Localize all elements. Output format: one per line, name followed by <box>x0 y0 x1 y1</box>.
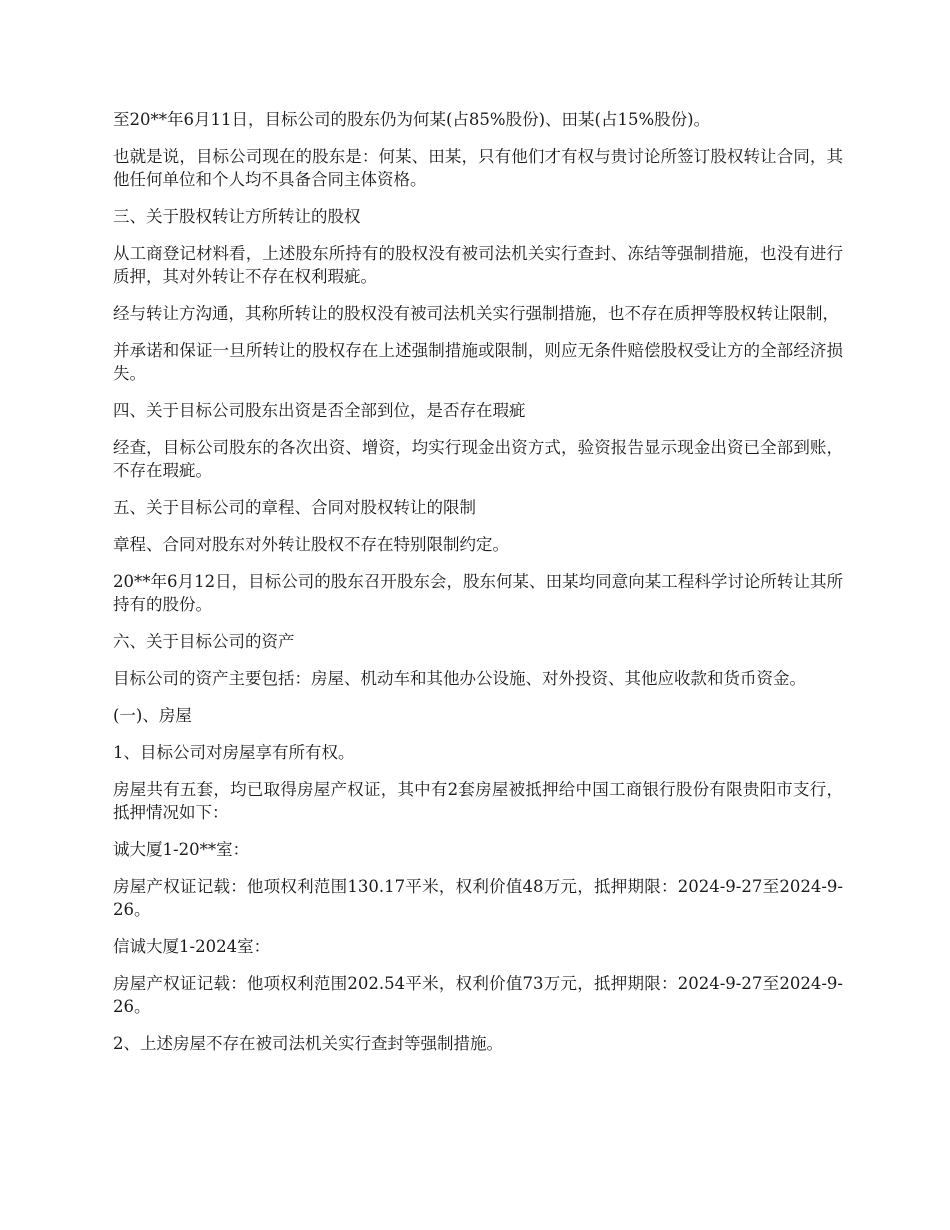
shareholder-date-paragraph: 至20**年6月11日，目标公司的股东仍为何某(占85%股份)、田某(占15%股份)。 <box>113 110 711 129</box>
section-heading-6: 六、关于目标公司的资产 <box>113 632 295 651</box>
transferor-communication-paragraph: 经与转让方沟通，其称所转让的股权没有被司法机关实行强制措施，也不存在质押等股权转让限制， <box>113 304 839 323</box>
articles-restriction-paragraph: 章程、合同对股东对外转让股权不存在特别限制约定。 <box>113 535 509 554</box>
assets-summary-paragraph: 目标公司的资产主要包括：房屋、机动车和其他办公设施、对外投资、其他应收款和货币资金。 <box>113 669 806 688</box>
property-record-2: 房屋产权证记载：他项权利范围202.54平米，权利价值73万元，抵押期限：2024-9-27至2024-9-26。 <box>113 974 843 1016</box>
section-heading-4: 四、关于目标公司股东出资是否全部到位，是否存在瑕疵 <box>113 401 526 420</box>
guarantee-paragraph: 并承诺和保证一旦所转让的股权存在上述强制措施或限制，则应无条件赔偿股权受让方的全部经济损失。 <box>113 341 843 383</box>
ownership-item-1: 1、目标公司对房屋享有所有权。 <box>113 743 355 762</box>
section-heading-3: 三、关于股权转让方所转让的股权 <box>113 207 361 226</box>
section-heading-5: 五、关于目标公司的章程、合同对股权转让的限制 <box>113 498 476 517</box>
subsection-heading-housing: (一)、房屋 <box>113 706 192 725</box>
property-record-1: 房屋产权证记载：他项权利范围130.17平米，权利价值48万元，抵押期限：2024-9-27至2024-9-26。 <box>113 877 843 919</box>
property-label-2: 信诚大厦1-2024室： <box>113 937 271 956</box>
ownership-item-2: 2、上述房屋不存在被司法机关实行查封等强制措施。 <box>113 1034 503 1053</box>
shareholder-meeting-paragraph: 20**年6月12日，目标公司的股东召开股东会，股东何某、田某均同意向某工程科学讨论所转让其所持有的股份。 <box>113 572 843 614</box>
capital-contribution-paragraph: 经查，目标公司股东的各次出资、增资，均实行现金出资方式，验资报告显示现金出资已全部到账，不存在瑕疵。 <box>113 438 843 480</box>
property-label-1: 诚大厦1-20**室： <box>113 840 250 859</box>
document-body <box>113 108 843 1069</box>
registration-materials-paragraph: 从工商登记材料看，上述股东所持有的股权没有被司法机关实行查封、冻结等强制措施，也没有进行质押，其对外转让不存在权利瑕疵。 <box>113 244 843 286</box>
housing-mortgage-paragraph: 房屋共有五套，均已取得房屋产权证，其中有2套房屋被抵押给中国工商银行股份有限贵阳市支行，抵押情况如下： <box>113 780 843 822</box>
shareholders-summary-paragraph: 也就是说，目标公司现在的股东是：何某、田某，只有他们才有权与贵讨论所签订股权转让合同，其他任何单位和个人均不具备合同主体资格。 <box>113 147 843 189</box>
